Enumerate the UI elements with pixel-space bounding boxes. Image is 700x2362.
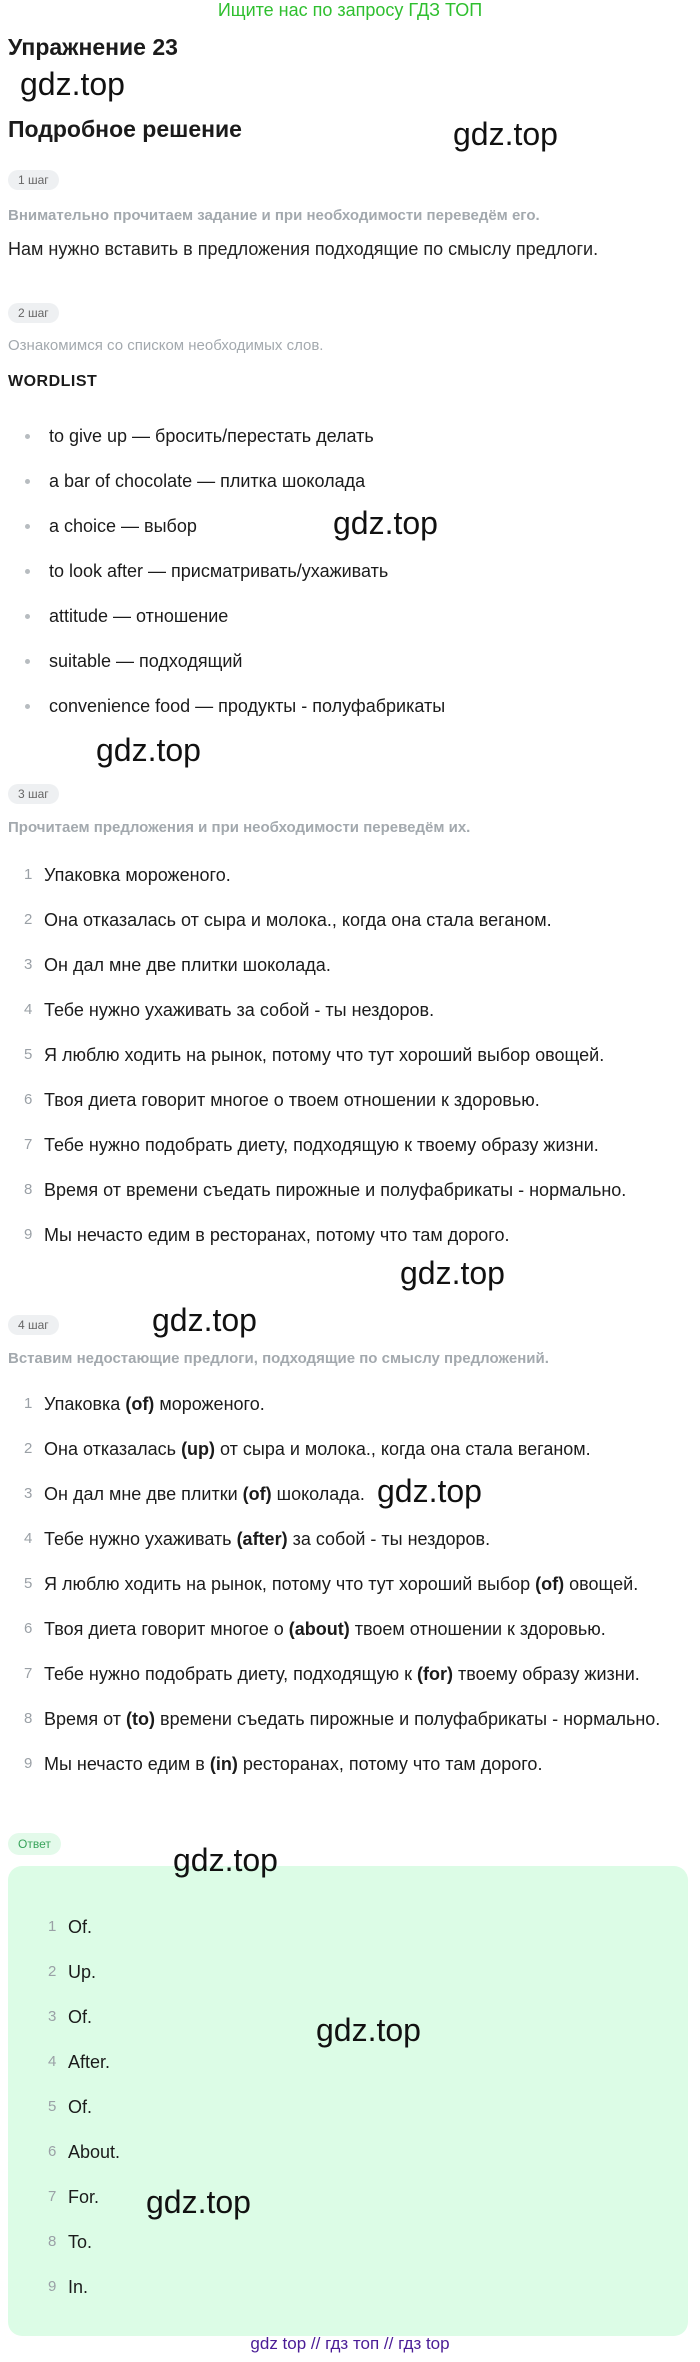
list-item: 6 Твоя диета говорит многое о твоем отношении к здоровью.	[24, 1090, 540, 1110]
step-hint: Прочитаем предложения и при необходимости переведём их.	[8, 819, 471, 836]
step-hint: Внимательно прочитаем задание и при необходимости переведём его.	[8, 207, 540, 224]
step-hint: Вставим недостающие предлоги, подходящие по смыслу предложений.	[8, 1350, 549, 1367]
list-item: a bar of chocolate — плитка шоколада	[0, 470, 700, 515]
page-title: Упражнение 23	[8, 34, 178, 60]
list-item: attitude — отношение	[0, 605, 700, 650]
list-item: 9 Мы нечасто едим в (in) ресторанах, потому что там дорого.	[24, 1754, 543, 1774]
watermark: gdz.top	[316, 2012, 421, 2048]
watermark: gdz.top	[173, 1842, 278, 1878]
watermark: gdz.top	[333, 505, 438, 541]
step-text: Нам нужно вставить в предложения подходящие по смыслу предлоги.	[8, 239, 599, 259]
list-item: a choice — выбор	[0, 515, 700, 560]
list-item: 3 Он дал мне две плитки (of) шоколада.	[24, 1484, 365, 1504]
list-item: 4 Тебе нужно ухаживать за собой - ты нездоров.	[24, 1000, 435, 1020]
wordlist-title: WORDLIST	[8, 373, 98, 390]
list-item: to give up — бросить/перестать делать	[0, 425, 700, 470]
list-item: 7 For.	[48, 2187, 100, 2207]
list-item: 3 Он дал мне две плитки шоколада.	[24, 955, 331, 975]
watermark: gdz.top	[152, 1302, 257, 1338]
list-item: 5 Я люблю ходить на рынок, потому что тут хороший выбор овощей.	[24, 1045, 605, 1065]
watermark: gdz.top	[400, 1255, 505, 1291]
list-item: 2 Она отказалась (up) от сыра и молока., когда она стала веганом.	[24, 1439, 591, 1459]
top-search-banner: Ищите нас по запросу ГДЗ ТОП	[217, 0, 483, 20]
footer-links[interactable]: gdz top // гдз топ // гдз top	[250, 2334, 450, 2353]
list-item: 5 Of.	[48, 2097, 93, 2117]
list-item: 8 Время от времени съедать пирожные и полуфабрикаты - нормально.	[24, 1180, 627, 1200]
watermark: gdz.top	[377, 1473, 482, 1509]
list-item: 4 After.	[48, 2052, 111, 2072]
watermark: gdz.top	[453, 116, 558, 152]
watermark: gdz.top	[96, 732, 201, 768]
step-badge: 1 шаг	[8, 170, 59, 190]
list-item: 1 Of.	[48, 1917, 93, 1937]
list-item: 5 Я люблю ходить на рынок, потому что тут хороший выбор (of) овощей.	[24, 1574, 639, 1594]
list-item: suitable — подходящий	[0, 650, 700, 695]
list-item: 7 Тебе нужно подобрать диету, подходящую к (for) твоему образу жизни.	[24, 1664, 640, 1684]
answer-badge: Ответ	[8, 1833, 61, 1855]
list-item: to look after — присматривать/ухаживать	[0, 560, 700, 605]
list-item: 9 In.	[48, 2277, 89, 2297]
list-item: 1 Упаковка мороженого.	[24, 865, 231, 885]
step-badge: 4 шаг	[8, 1315, 59, 1335]
list-item: 3 Of.	[48, 2007, 93, 2027]
list-item: convenience food — продукты - полуфабрикаты	[0, 695, 700, 740]
list-item: 8 To.	[48, 2232, 93, 2252]
list-item: 8 Время от (to) времени съедать пирожные и полуфабрикаты - нормально.	[24, 1709, 661, 1729]
wordlist	[0, 425, 700, 740]
list-item: 6 About.	[48, 2142, 121, 2162]
list-item: 2 Она отказалась от сыра и молока., когда она стала веганом.	[24, 910, 552, 930]
answers-filled-list	[0, 1393, 700, 1798]
step-badge: 2 шаг	[8, 303, 59, 323]
step-hint: Ознакомимся со списком необходимых слов.	[8, 337, 324, 354]
list-item: 6 Твоя диета говорит многое о (about) твоем отношении к здоровью.	[24, 1619, 606, 1639]
list-item: 2 Up.	[48, 1962, 97, 1982]
list-item: 4 Тебе нужно ухаживать (after) за собой - ты нездоров.	[24, 1529, 491, 1549]
list-item: 1 Упаковка (of) мороженого.	[24, 1394, 265, 1414]
step-badge: 3 шаг	[8, 784, 59, 804]
section-title: Подробное решение	[8, 116, 242, 142]
sentences-list	[0, 864, 700, 1269]
watermark: gdz.top	[146, 2184, 251, 2220]
list-item: 7 Тебе нужно подобрать диету, подходящую к твоему образу жизни.	[24, 1135, 599, 1155]
list-item: 9 Мы нечасто едим в ресторанах, потому что там дорого.	[24, 1225, 510, 1245]
answer-list	[0, 1916, 700, 2321]
watermark: gdz.top	[20, 66, 125, 102]
